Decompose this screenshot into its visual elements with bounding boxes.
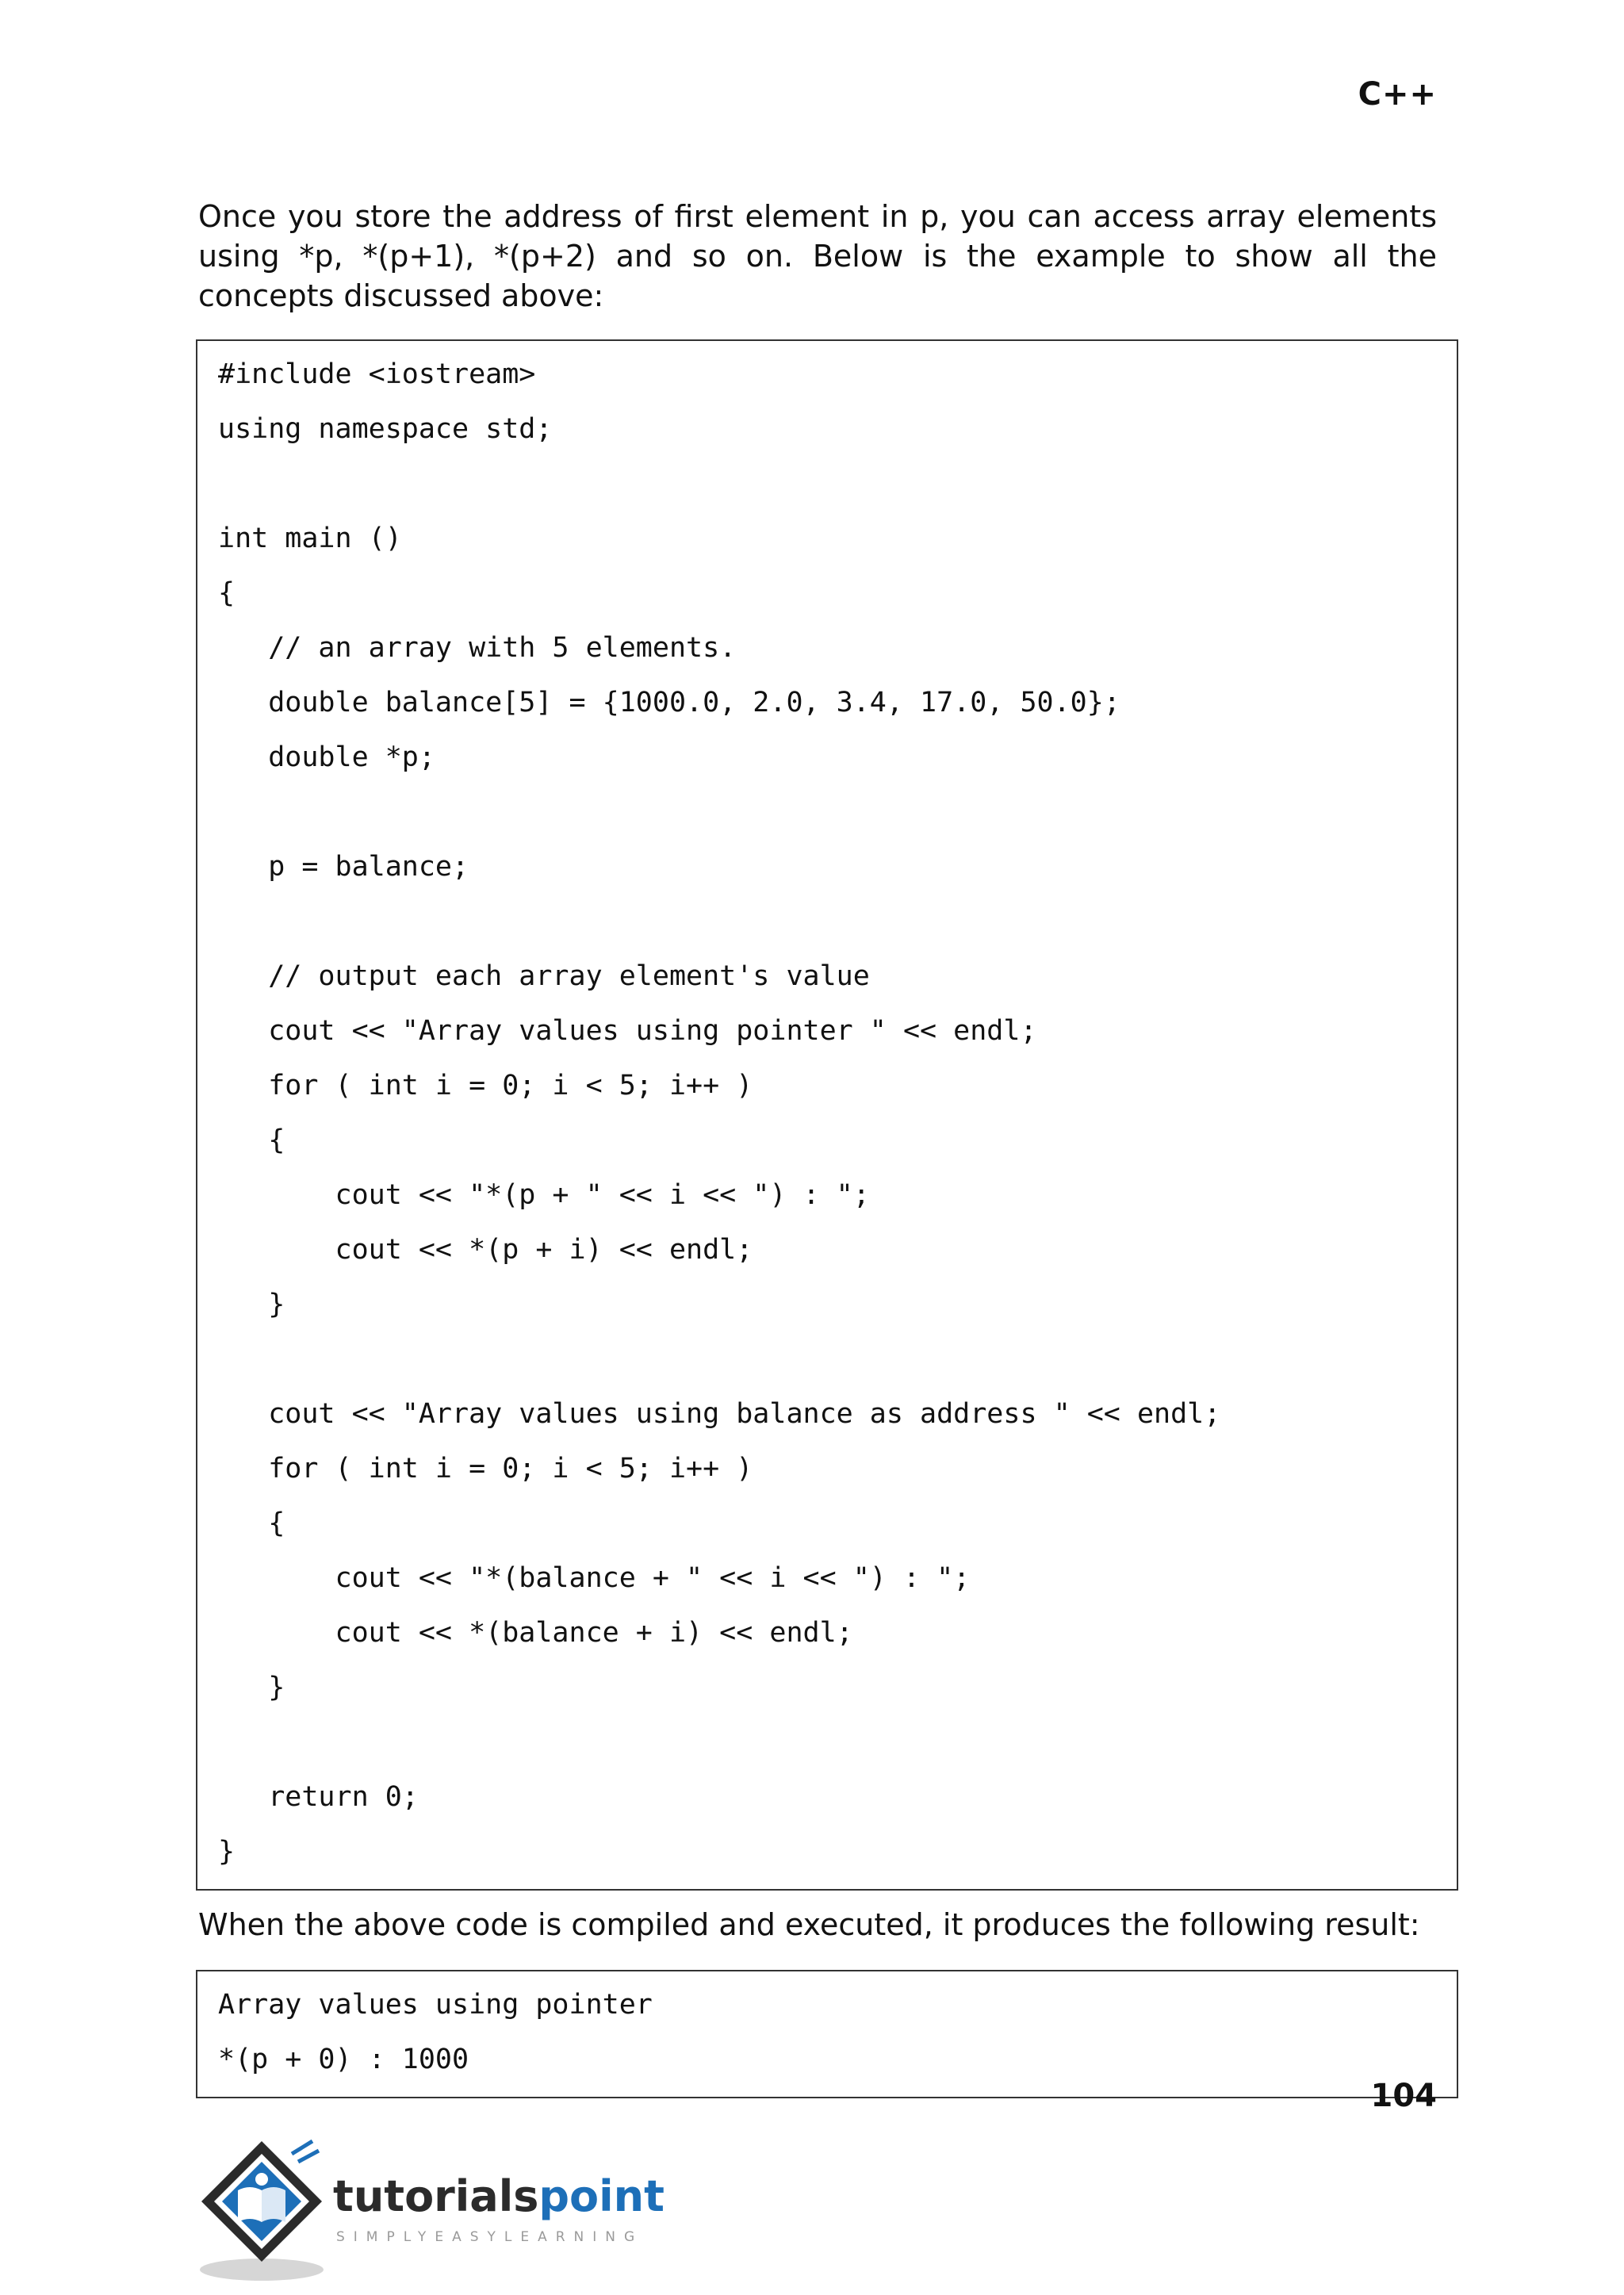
code-line: } — [218, 1672, 285, 1703]
code-line: cout << "Array values using balance as address " << endl; — [218, 1398, 1221, 1430]
code-line: } — [218, 1289, 285, 1320]
code-line: for ( int i = 0; i < 5; i++ ) — [218, 1070, 753, 1102]
code-line: } — [218, 1836, 236, 1868]
code-line: double balance[5] = {1000.0, 2.0, 3.4, 17.0, 50.0}; — [218, 687, 1120, 718]
logo-brand-point: point — [538, 2171, 665, 2221]
code-line: { — [218, 1508, 285, 1539]
code-line: int main () — [218, 523, 402, 554]
code-line: { — [218, 577, 236, 609]
intro-paragraph: Once you store the address of first element in p, you can access array elements using *p, *(p+1), *(p+2) and so on. Below is the example to show all the concepts discussed above: — [198, 199, 1437, 313]
output-example-box — [196, 1970, 1458, 2098]
code-example-box — [196, 339, 1458, 1891]
logo-brand-tutorials: tutorials — [333, 2171, 539, 2221]
output-line: *(p + 0) : 1000 — [218, 2044, 469, 2075]
page-number: 104 — [1370, 2078, 1437, 2114]
code-line: #include <iostream> — [218, 358, 536, 390]
code-line: double *p; — [218, 741, 435, 773]
code-line: using namespace std; — [218, 413, 553, 445]
code-line: for ( int i = 0; i < 5; i++ ) — [218, 1453, 753, 1485]
code-line: cout << *(balance + i) << endl; — [218, 1617, 853, 1649]
code-line: cout << "*(p + " << i << ") : "; — [218, 1179, 870, 1211]
code-line: return 0; — [218, 1781, 419, 1813]
code-line: cout << "*(balance + " << i << ") : "; — [218, 1562, 971, 1594]
code-line: // an array with 5 elements. — [218, 632, 737, 664]
code-line: { — [218, 1125, 285, 1156]
book-diamond-icon — [197, 2133, 688, 2284]
logo-tagline: SIMPLYEASYLEARNING — [336, 2229, 644, 2245]
page-header-title: C++ — [1358, 76, 1437, 113]
code-line: cout << *(p + i) << endl; — [218, 1234, 753, 1266]
result-paragraph: When the above code is compiled and executed, it produces the following result: — [198, 1907, 1420, 1942]
code-line: // output each array element's value — [218, 960, 870, 992]
tutorialspoint-logo — [197, 2133, 688, 2284]
code-line: p = balance; — [218, 851, 469, 883]
output-line: Array values using pointer — [218, 1989, 653, 2021]
code-line: cout << "Array values using pointer " << endl; — [218, 1015, 1037, 1047]
